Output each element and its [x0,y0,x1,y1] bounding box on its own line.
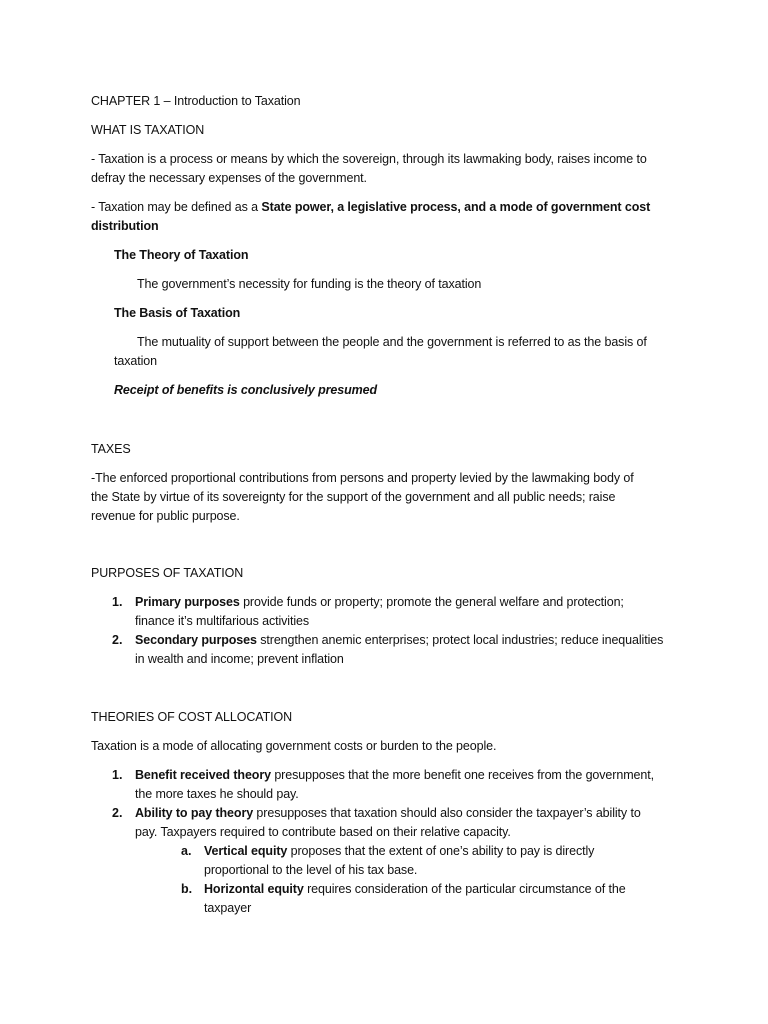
subitem-vertical-equity-line-2: proportional to the level of his tax base. [204,863,418,877]
subitem-text: proposes that the extent of one’s ability to pay is directly [287,844,595,858]
theory-item-number: 2. [112,806,123,820]
definition-paragraph-line-2: defray the necessary expenses of the government. [91,171,367,185]
theory-item-text: presupposes that taxation should also consider the taxpayer’s ability to [253,806,641,820]
theory-item-bold: Benefit received theory [135,768,271,782]
theory-item-text: presupposes that the more benefit one receives from the government, [270,768,654,782]
defined-as-line-1 [91,198,650,217]
defined-as-bold: State power, a legislative process, and a mode of government cost [261,200,651,214]
purpose-item-bold: Secondary purposes [135,633,257,647]
subitem-vertical-equity [204,842,594,861]
subitem-number: b. [181,882,193,896]
purpose-item-number: 2. [112,633,123,647]
theories-heading: THEORIES OF COST ALLOCATION [91,710,293,724]
defined-as-line-2: distribution [91,219,159,233]
theory-item-number: 1. [112,768,123,782]
theories-intro: Taxation is a mode of allocating government costs or burden to the people. [91,739,497,753]
subitem-text: requires consideration of the particular circumstance of the [303,882,626,896]
theory-item-benefit [135,766,654,785]
theory-item-bold: Ability to pay theory [135,806,254,820]
taxes-heading: TAXES [91,442,131,456]
chapter-title: CHAPTER 1 – Introduction to Taxation [91,94,301,108]
defined-as-prefix: - Taxation may be defined as a [91,200,262,214]
purpose-item-text: provide funds or property; promote the general welfare and protection; [239,595,624,609]
what-is-taxation-heading: WHAT IS TAXATION [91,123,205,137]
subitem-horizontal-equity [204,880,626,899]
basis-of-taxation-heading: The Basis of Taxation [114,306,241,320]
purpose-item-secondary [135,631,663,650]
purposes-heading: PURPOSES OF TAXATION [91,566,244,580]
theory-of-taxation-text: The government’s necessity for funding is the theory of taxation [137,277,482,291]
purpose-item-primary-line-2: finance it’s multifarious activities [135,614,310,628]
theory-item-ability-line-2: pay. Taxpayers required to contribute based on their relative capacity. [135,825,511,839]
receipt-of-benefits: Receipt of benefits is conclusively presumed [114,383,378,397]
purpose-item-primary [135,593,624,612]
purpose-item-bold: Primary purposes [135,595,240,609]
theory-item-benefit-line-2: the more taxes he should pay. [135,787,299,801]
subitem-bold: Vertical equity [204,844,288,858]
definition-paragraph-line-1: - Taxation is a process or means by which the sovereign, through its lawmaking body, raises income to [91,152,647,166]
purpose-item-number: 1. [112,595,123,609]
purpose-item-secondary-line-2: in wealth and income; prevent inflation [135,652,344,666]
subitem-number: a. [181,844,192,858]
purpose-item-text: strengthen anemic enterprises; protect local industries; reduce inequalities [256,633,664,647]
taxes-definition-line-3: revenue for public purpose. [91,509,240,523]
theory-of-taxation-heading: The Theory of Taxation [114,248,249,262]
taxes-definition-line-2: the State by virtue of its sovereignty for the support of the government and all public needs; raise [91,490,616,504]
subitem-bold: Horizontal equity [204,882,304,896]
theory-item-ability [135,804,641,823]
subitem-horizontal-equity-line-2: taxpayer [204,901,252,915]
taxes-definition-line-1: -The enforced proportional contributions from persons and property levied by the lawmaking body of [91,471,634,485]
basis-of-taxation-line-1: The mutuality of support between the people and the government is referred to as the basis of [137,335,647,349]
basis-of-taxation-line-2: taxation [114,354,157,368]
